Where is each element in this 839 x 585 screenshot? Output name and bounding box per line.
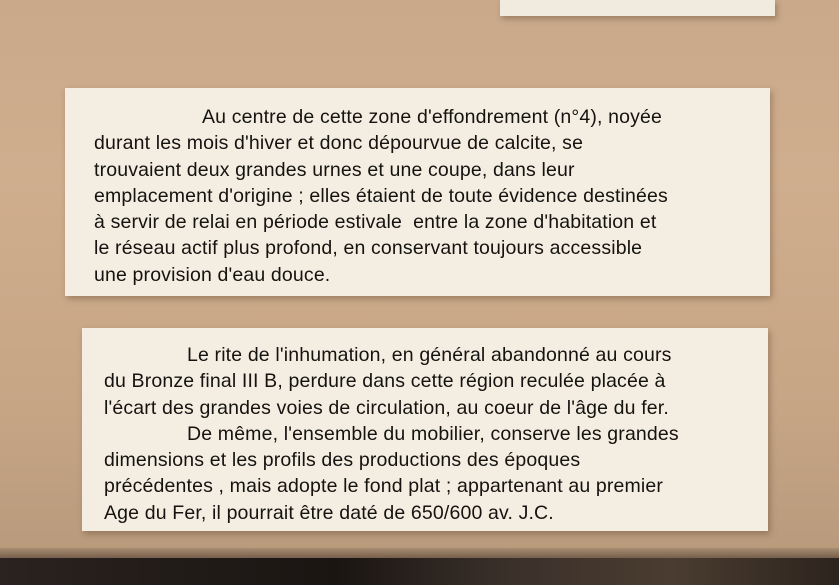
text-line: durant les mois d'hiver et donc dépourvue de calcite, se (94, 132, 584, 155)
text-line: emplacement d'origine ; elles étaient de toute évidence destinées (94, 184, 668, 207)
info-card-urns (65, 88, 770, 296)
text-line: précédentes , mais adopte le fond plat ; appartenant au premier (104, 475, 664, 498)
text-line: Age du Fer, il pourrait être daté de 650/600 av. J.C. (104, 501, 554, 524)
text-line: à servir de relai en période estivale entre la zone d'habitation et (94, 211, 657, 234)
text-line: l'écart des grandes voies de circulation, au coeur de l'âge du fer. (104, 396, 669, 419)
urns-paragraph (94, 104, 770, 288)
top-info-card (500, 0, 775, 16)
board-bottom-strip (0, 558, 839, 585)
inhumation-paragraph (104, 342, 764, 526)
text-line: le réseau actif plus profond, en conservant toujours accessible (94, 237, 643, 260)
text-line: trouvaient deux grandes urnes et une coupe, dans leur (94, 158, 575, 181)
text-line: Au centre de cette zone d'effondrement (n°4), noyée (202, 106, 663, 128)
text-line: dimensions et les profils des productions des époques (104, 449, 581, 472)
text-line: De même, l'ensemble du mobilier, conserve les grandes (187, 422, 679, 445)
text-line: du Bronze final III B, perdure dans cette région reculée placée à (104, 370, 666, 393)
text-line: Le rite de l'inhumation, en général abandonné au cours (187, 344, 672, 366)
info-card-inhumation (82, 328, 768, 531)
text-line: une provision d'eau douce. (94, 263, 331, 286)
